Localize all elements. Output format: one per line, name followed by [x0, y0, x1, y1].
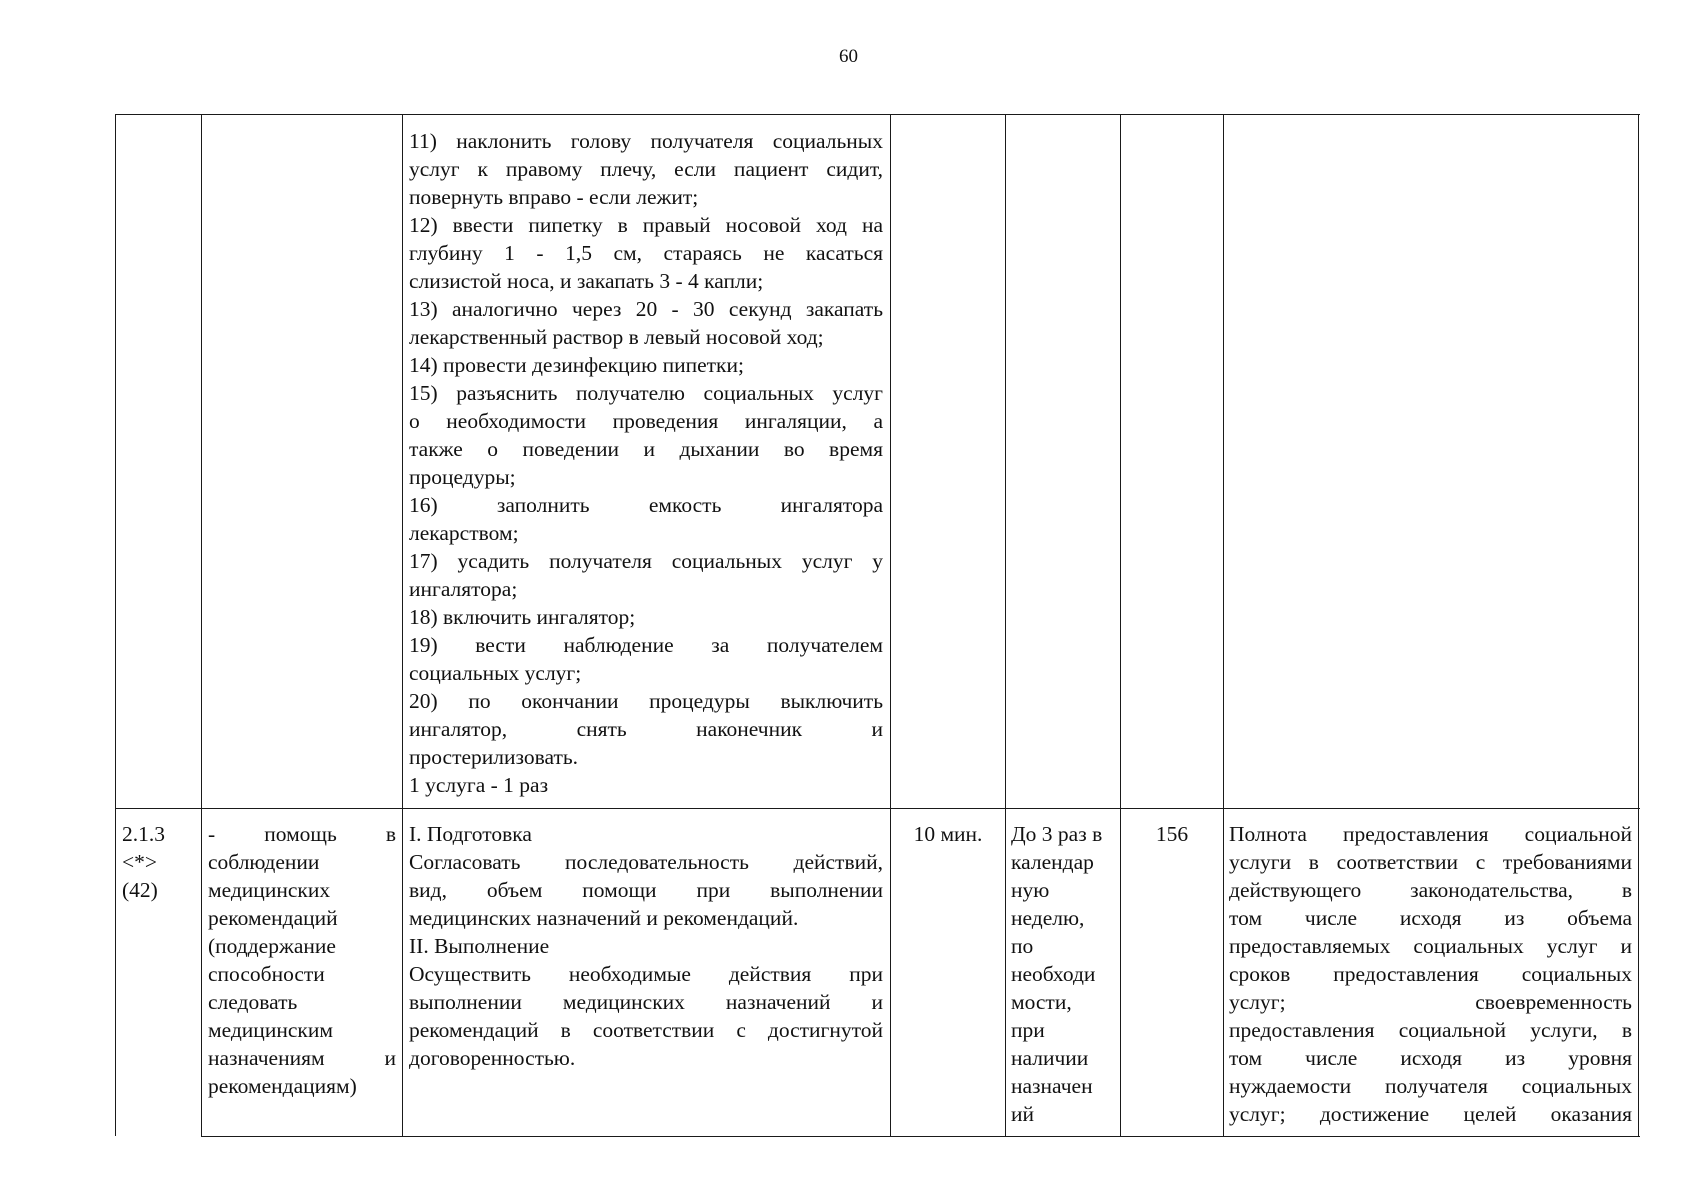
text-line: процедуры;	[409, 465, 516, 489]
text-line: <*>	[122, 850, 158, 874]
row2-code-cell	[122, 820, 196, 904]
row2-price-cell: 156	[1155, 822, 1189, 846]
text-line: услуг; достижение целей оказания	[1229, 1102, 1632, 1126]
text-line: о необходимости проведения ингаляции, а	[409, 409, 883, 433]
text-line: 19) вести наблюдение за получателем	[409, 633, 883, 657]
text-line: сроков предоставления социальных	[1229, 962, 1632, 986]
text-line: действующего законодательства, в	[1229, 878, 1632, 902]
text-line: 14) провести дезинфекцию пипетки;	[409, 353, 744, 377]
text-line: 1 услуга - 1 раз	[409, 773, 549, 797]
text-line: слизистой носа, и закапать 3 - 4 капли;	[409, 269, 764, 293]
text-line: 17) усадить получателя социальных услуг у	[409, 549, 883, 573]
text-line: рекомендациям)	[208, 1074, 357, 1098]
text-line: при	[1011, 1018, 1045, 1042]
text-line: также о поведении и дыхании во время	[409, 437, 883, 461]
text-line: 20) по окончании процедуры выключить	[409, 689, 883, 713]
text-line: - помощь в	[208, 822, 396, 846]
text-line: ную	[1011, 878, 1050, 902]
text-line: ингалятора;	[409, 577, 518, 601]
text-line: способности	[208, 962, 325, 986]
text-line: Полнота предоставления социальной	[1229, 822, 1632, 846]
text-line: необходи	[1011, 962, 1096, 986]
text-line: том числе исходя из объема	[1229, 906, 1632, 930]
text-line: том числе исходя из уровня	[1229, 1046, 1632, 1070]
column-border-8	[1638, 114, 1639, 1137]
text-line: соблюдении	[208, 850, 320, 874]
text-line: предоставляемых социальных услуг и	[1229, 934, 1632, 958]
text-line: рекомендаций	[208, 906, 338, 930]
text-line: услуг к правому плечу, если пациент сидит,	[409, 157, 883, 181]
text-line: I. Подготовка	[409, 822, 532, 846]
column-border-5	[1005, 114, 1006, 1137]
text-line: назначен	[1011, 1074, 1093, 1098]
column-border-6	[1120, 114, 1121, 1137]
row2-service-name-cell	[208, 820, 396, 1100]
text-line: вид, объем помощи при выполнении	[409, 878, 883, 902]
text-line: по	[1011, 934, 1034, 958]
text-line: 12) ввести пипетку в правый носовой ход на	[409, 213, 883, 237]
text-line: следовать	[208, 990, 298, 1014]
text-line: мости,	[1011, 990, 1072, 1014]
text-line: простерилизовать.	[409, 745, 579, 769]
text-line: лекарством;	[409, 521, 519, 545]
text-line: повернуть вправо - если лежит;	[409, 185, 699, 209]
text-line: ингалятор, снять наконечник и	[409, 717, 883, 741]
text-line: услуги в соответствии с требованиями	[1229, 850, 1632, 874]
row2-quality-criteria-cell	[1229, 820, 1632, 1128]
row1-service-content-cell	[409, 127, 883, 799]
page-number: 60	[839, 46, 858, 67]
text-line: рекомендаций в соответствии с достигнутой	[409, 1018, 883, 1042]
text-line: медицинских	[208, 878, 331, 902]
text-line: 16) заполнить емкость ингалятора	[409, 493, 883, 517]
table-bottom-border	[201, 1136, 1640, 1137]
text-line: Согласовать последовательность действий,	[409, 850, 883, 874]
text-line: ий	[1011, 1102, 1035, 1126]
column-border-3	[402, 114, 403, 1137]
text-line: выполнении медицинских назначений и	[409, 990, 883, 1014]
text-line: 2.1.3	[122, 822, 165, 846]
text-line: медицинских назначений и рекомендаций.	[409, 906, 799, 930]
text-line: лекарственный раствор в левый носовой ход;	[409, 325, 824, 349]
text-line: медицинским	[208, 1018, 333, 1042]
column-border-1	[115, 114, 116, 1136]
column-border-2	[201, 114, 202, 1137]
row-separator	[115, 808, 1640, 809]
row2-time-cell: 10 мин.	[913, 822, 983, 846]
text-line: Осуществить необходимые действия при	[409, 962, 883, 986]
row2-frequency-cell	[1011, 820, 1117, 1128]
text-line: неделю,	[1011, 906, 1085, 930]
text-line: назначениям и	[208, 1046, 396, 1070]
text-line: предоставления социальной услуги, в	[1229, 1018, 1632, 1042]
text-line: II. Выполнение	[409, 934, 550, 958]
row2-service-content-cell	[409, 820, 883, 1072]
text-line: 18) включить ингалятор;	[409, 605, 636, 629]
text-line: социальных услуг;	[409, 661, 582, 685]
text-line: 13) аналогично через 20 - 30 секунд закапать	[409, 297, 883, 321]
text-line: (поддержание	[208, 934, 336, 958]
text-line: наличии	[1011, 1046, 1089, 1070]
text-line: 11) наклонить голову получателя социальных	[409, 129, 883, 153]
text-line: До 3 раз в	[1011, 822, 1103, 846]
text-line: (42)	[122, 878, 158, 902]
text-line: календар	[1011, 850, 1094, 874]
text-line: услуг; своевременность	[1229, 990, 1632, 1014]
text-line: 15) разъяснить получателю социальных услуг	[409, 381, 883, 405]
table-top-border	[115, 114, 1640, 115]
column-border-7	[1223, 114, 1224, 1137]
text-line: глубину 1 - 1,5 см, стараясь не касаться	[409, 241, 883, 265]
column-border-4	[890, 114, 891, 1137]
text-line: договоренностью.	[409, 1046, 576, 1070]
text-line: нуждаемости получателя социальных	[1229, 1074, 1632, 1098]
